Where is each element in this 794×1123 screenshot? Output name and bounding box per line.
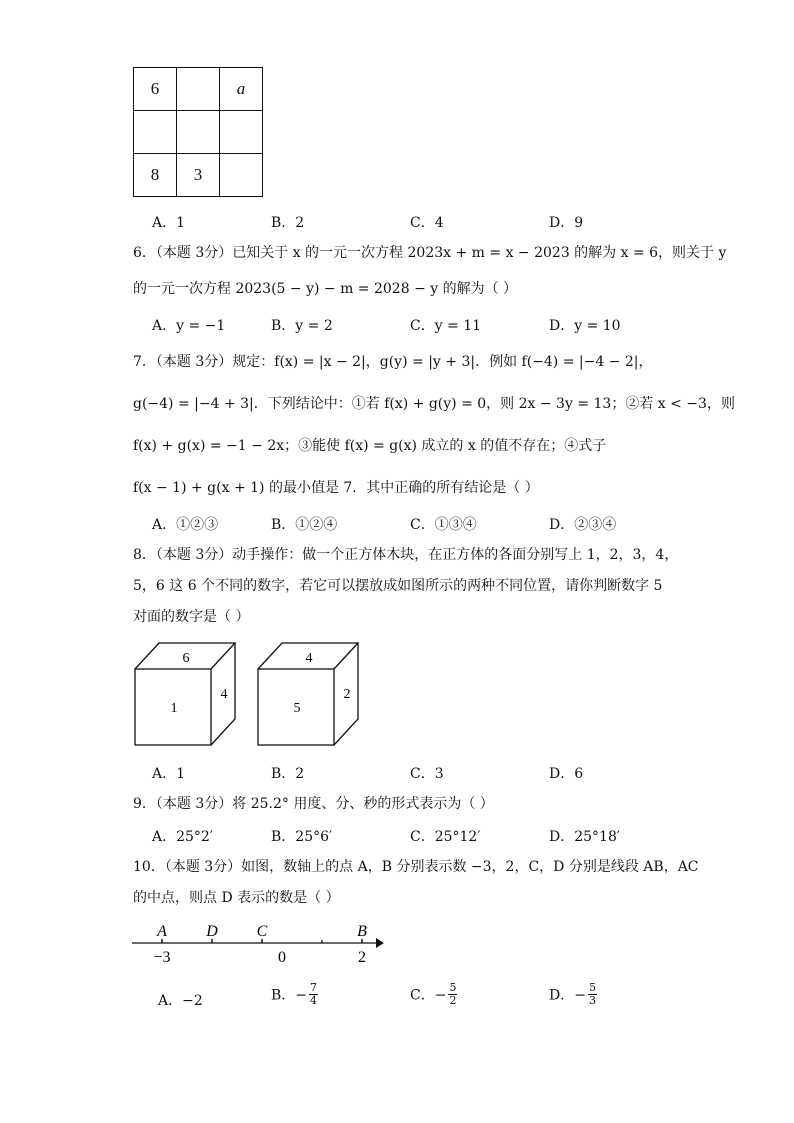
q8-stem-line2: 5，6 这 6 个不同的数字，若它可以摆放成如图所示的两种不同位置，请你判断数字 5 <box>133 578 663 594</box>
q8-stem-line3: 对面的数字是（ ） <box>133 609 250 625</box>
point-label-B: B <box>357 923 367 940</box>
q7-option-d[interactable]: D．②③④ <box>549 517 617 533</box>
q7-stem-line3: f(x) + g(x) = −1 − 2x；③能使 f(x) = g(x) 成立的 x 的值不存在；④式子 <box>133 438 607 454</box>
q6-stem-line2: 的一元一次方程 2023(5 − y) − m = 2028 − y 的解为（ ） <box>133 281 518 297</box>
q9-option-b[interactable]: B．25°6′ <box>271 829 333 845</box>
point-label-C: C <box>256 923 268 940</box>
q10-option-b[interactable] <box>271 982 318 1007</box>
number-line <box>128 918 390 966</box>
cube-1-front-number: 1 <box>170 701 178 716</box>
q10-option-c[interactable] <box>410 982 457 1007</box>
q8-option-b[interactable]: B．2 <box>271 766 305 782</box>
q10-option-b-fraction <box>309 982 318 1007</box>
q10-option-d-fraction <box>588 982 597 1007</box>
q10-option-a-text: A．−2 <box>158 993 203 1009</box>
grid-cell: 3 <box>177 154 220 197</box>
point-label-A: A <box>157 923 167 940</box>
q8-option-d[interactable]: D．6 <box>549 766 584 782</box>
q5-option-b[interactable]: B．2 <box>271 215 305 231</box>
q10-option-a[interactable] <box>158 990 203 1010</box>
q8-option-a[interactable]: A．1 <box>152 766 186 782</box>
cube-2-top-number: 4 <box>305 651 313 666</box>
q5-option-c[interactable]: C．4 <box>410 215 444 231</box>
fraction-numerator: 5 <box>449 981 457 994</box>
grid-cell <box>134 111 177 154</box>
q7-stem-line4: f(x − 1) + g(x + 1) 的最小值是 7．其中正确的所有结论是（ ） <box>133 480 539 496</box>
cube-figures <box>128 638 368 753</box>
fraction-numerator: 5 <box>588 981 596 994</box>
magic-square-grid <box>133 67 263 197</box>
number-label: 2 <box>358 949 366 966</box>
q9-stem: 9．（本题 3分）将 25.2° 用度、分、秒的形式表示为（ ） <box>133 796 494 812</box>
grid-cell <box>220 154 263 197</box>
grid-cell: 6 <box>134 68 177 111</box>
q9-option-c[interactable]: C．25°12′ <box>410 829 481 845</box>
q6-option-d[interactable]: D．y = 10 <box>549 318 621 334</box>
grid-cell <box>177 68 220 111</box>
q10-option-b-prefix: B．− <box>271 987 308 1004</box>
q9-option-a[interactable]: A．25°2′ <box>152 829 214 845</box>
fraction-denominator: 4 <box>310 994 318 1007</box>
q7-option-b[interactable]: B．①②④ <box>271 517 338 533</box>
q6-option-b[interactable]: B．y = 2 <box>271 318 333 334</box>
q7-option-a[interactable]: A．①②③ <box>152 517 219 533</box>
q6-option-a[interactable]: A．y = −1 <box>152 318 226 334</box>
grid-cell: 8 <box>134 154 177 197</box>
q8-option-c[interactable]: C．3 <box>410 766 444 782</box>
q6-stem-line1: 6．（本题 3分）已知关于 x 的一元一次方程 2023x + m = x − 2023 的解为 x = 6，则关于 y <box>133 245 727 261</box>
number-label: −3 <box>153 949 171 966</box>
q10-stem-line1: 10．（本题 3分）如图，数轴上的点 A，B 分别表示数 −3，2，C，D 分别是线段 AB，AC <box>133 859 699 875</box>
fraction-denominator: 3 <box>588 994 596 1007</box>
cube-2-side-number: 2 <box>343 687 351 702</box>
fraction-denominator: 2 <box>449 994 457 1007</box>
q7-stem-line2: g(−4) = |−4 + 3|．下列结论中：①若 f(x) + g(y) = 0，则 2x − 3y = 13；②若 x < −3，则 <box>133 396 735 412</box>
grid-cell <box>220 111 263 154</box>
q10-stem-line2: 的中点，则点 D 表示的数是（ ） <box>133 890 340 906</box>
q10-option-d[interactable] <box>549 982 597 1007</box>
grid-cell: a <box>220 68 263 111</box>
number-label: 0 <box>278 949 286 966</box>
q9-option-d[interactable]: D．25°18′ <box>549 829 621 845</box>
fraction-numerator: 7 <box>310 981 318 994</box>
q7-stem-line1: 7．（本题 3分）规定：f(x) = |x − 2|，g(y) = |y + 3|．例如 f(−4) = |−4 − 2|， <box>133 354 653 370</box>
q5-option-d[interactable]: D．9 <box>549 215 584 231</box>
q10-option-d-prefix: D．− <box>549 987 586 1004</box>
q8-stem-line1: 8．（本题 3分）动手操作：做一个正方体木块，在正方体的各面分别写上 1，2，3，4， <box>133 547 679 563</box>
point-label-D: D <box>206 923 218 940</box>
number-line-arrow <box>376 938 384 948</box>
cube-1-side-number: 4 <box>220 687 228 702</box>
q10-option-c-prefix: C．− <box>410 987 447 1004</box>
cube-2-front-number: 5 <box>293 701 301 716</box>
cube-1-top-number: 6 <box>182 651 190 666</box>
q5-option-a[interactable]: A．1 <box>152 215 186 231</box>
q6-option-c[interactable]: C．y = 11 <box>410 318 482 334</box>
grid-cell <box>177 111 220 154</box>
q7-option-c[interactable]: C．①③④ <box>410 517 477 533</box>
q10-option-c-fraction <box>448 982 457 1007</box>
